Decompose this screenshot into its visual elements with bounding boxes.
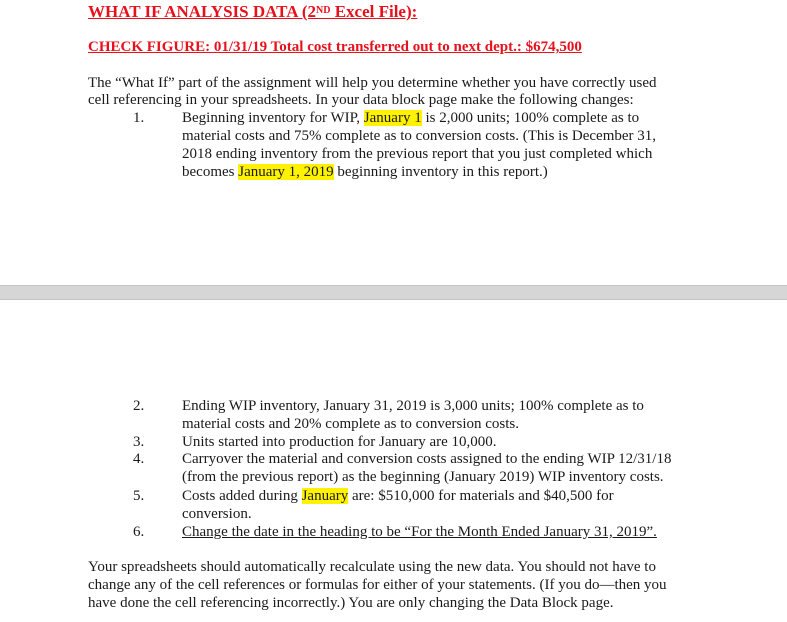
item-1-number: 1. (133, 110, 145, 126)
closing-line-1: Your spreadsheets should automatically recalculate using the new data. You should not have to (88, 559, 656, 575)
item-5-number: 5. (133, 488, 145, 504)
closing-line-2: change any of the cell references or formulas for either of your statements. (If you do—then you (88, 577, 667, 593)
highlight: January 1 (363, 110, 422, 126)
page-1 (0, 0, 787, 285)
item-5-line-2: conversion. (182, 506, 252, 522)
heading-superscript: ND (315, 5, 331, 16)
item-1-line-3: 2018 ending inventory from the previous report that you just completed which (182, 146, 653, 162)
intro-line-1: The “What If” part of the assignment will help you determine whether you have correctly used (88, 75, 657, 91)
item-3-number: 3. (133, 434, 145, 450)
item-2-line-2: material costs and 20% complete as to conversion costs. (182, 416, 519, 432)
item-2-number: 2. (133, 398, 145, 414)
page-break (0, 285, 787, 300)
item-6-number: 6. (133, 524, 145, 540)
item-1-line-2: material costs and 75% complete as to conversion costs. (This is December 31, (182, 128, 657, 144)
highlight: January (301, 488, 349, 504)
heading-text: WHAT IF ANALYSIS DATA (2 (88, 2, 316, 21)
heading-suffix: Excel File): (330, 2, 418, 21)
closing-line-3: have done the cell referencing incorrectly.) You are only changing the Data Block page. (88, 595, 614, 611)
item-4-line-2: (from the previous report) as the beginning (January 2019) WIP inventory costs. (182, 469, 664, 485)
item-4-line-1: Carryover the material and conversion costs assigned to the ending WIP 12/31/18 (182, 451, 672, 467)
item-2-line-1: Ending WIP inventory, January 31, 2019 is 3,000 units; 100% complete as to (182, 398, 644, 414)
item-5-line-1: Costs added during January are: $510,000 for materials and $40,500 for (182, 488, 614, 504)
item-1-line-4: becomes January 1, 2019 beginning inventory in this report.) (182, 164, 548, 180)
item-4-number: 4. (133, 451, 145, 467)
intro-line-2: cell referencing in your spreadsheets. In your data block page make the following changes: (88, 92, 634, 108)
page-2 (0, 300, 787, 622)
item-1-line-1: Beginning inventory for WIP, January 1 is 2,000 units; 100% complete as to (182, 110, 640, 126)
check-figure: CHECK FIGURE: 01/31/19 Total cost transferred out to next dept.: $674,500 (88, 39, 582, 55)
item-3-line-1: Units started into production for January are 10,000. (182, 434, 497, 450)
document-heading (88, 3, 417, 20)
highlight: January 1, 2019 (238, 164, 334, 180)
item-6-line-1: Change the date in the heading to be “For the Month Ended January 31, 2019”. (182, 524, 657, 540)
